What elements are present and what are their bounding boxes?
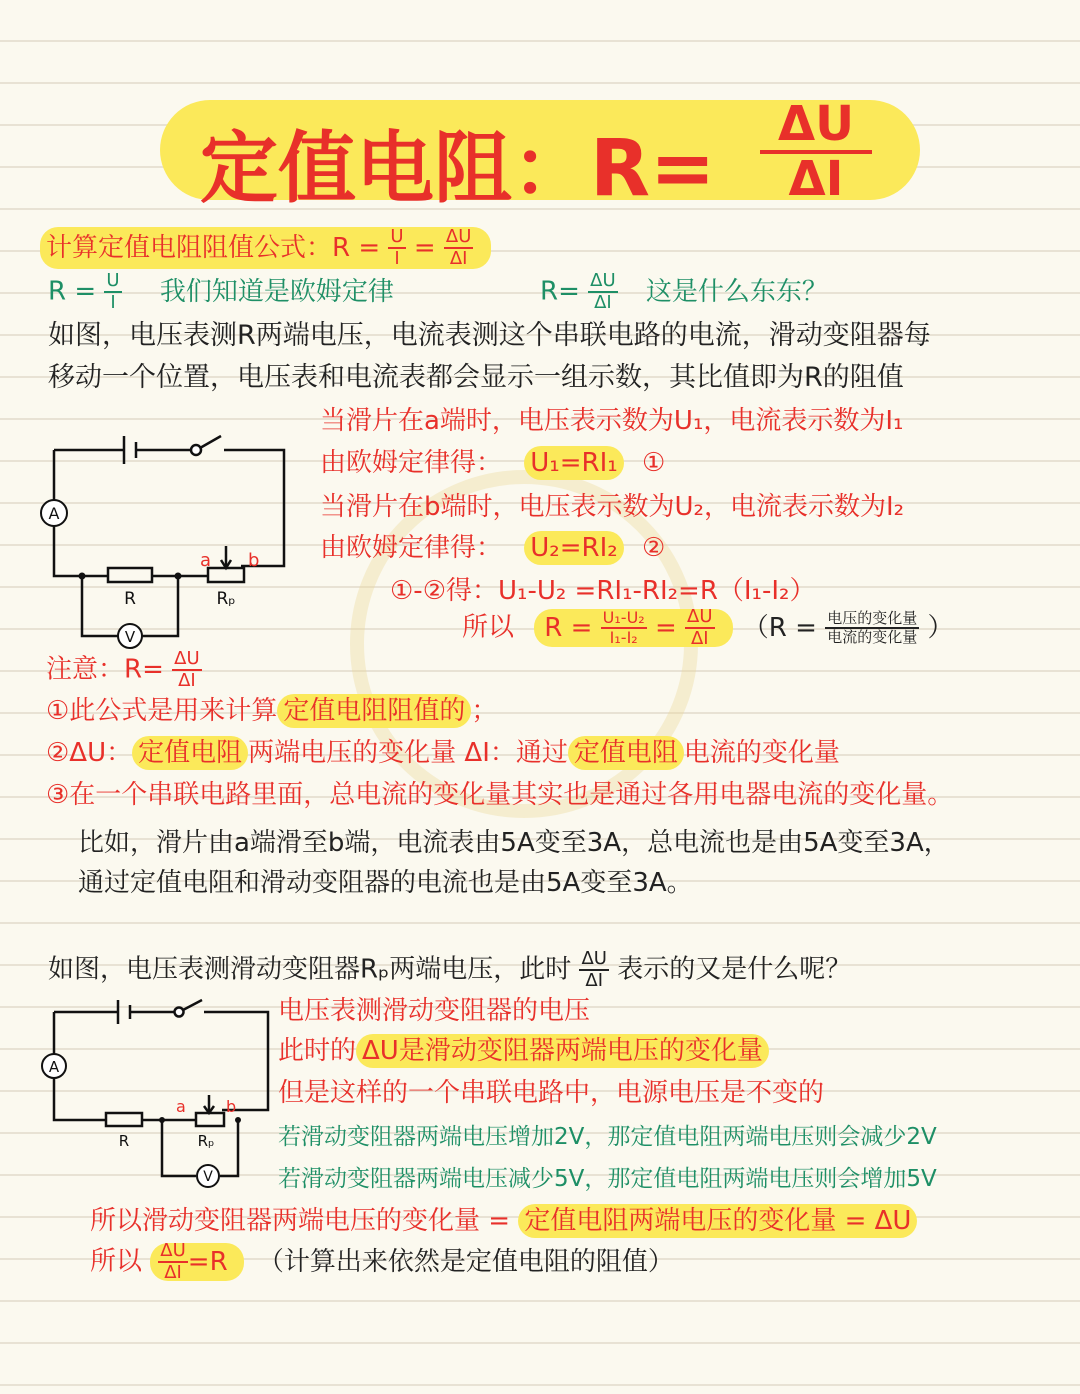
second-l1: 电压表测滑动变阻器的电压 — [278, 996, 591, 1026]
note-p1-a: ①此公式是用来计算 — [46, 696, 278, 726]
second-question-b: 表示的又是什么呢？ — [617, 954, 852, 985]
ohm-question: 这是什么东东？ — [645, 276, 828, 307]
circuit2-r-label: R — [118, 1132, 130, 1150]
formula-u: U — [390, 226, 404, 247]
example-line-1: 比如，滑片由a端滑至b端，电流表由5A变至3A，总电流也是由5A变至3A， — [78, 828, 950, 858]
circuit2-rp-label: Rₚ — [197, 1132, 215, 1150]
note-p3: ③在一个串联电路里面，总电流的变化量其实也是通过各用电器电流的变化量。 — [46, 780, 954, 810]
title-fraction — [760, 96, 872, 207]
circuit1-rp-label: Rₚ — [216, 589, 236, 609]
second-l2 — [278, 1038, 769, 1064]
ohm-di: ΔI — [594, 292, 612, 313]
note-p2 — [46, 740, 840, 766]
second-l3: 但是这样的一个串联电路中，电源电压是不变的 — [278, 1078, 825, 1108]
intro-line-2: 移动一个位置，电压表和电流表都会显示一组示数，其比值即为R的阻值 — [48, 362, 904, 393]
note-p1-hl: 定值电阻阻值的 — [277, 694, 471, 728]
ohm-r-eq2: R= — [540, 276, 580, 307]
note-di: ΔI — [178, 670, 196, 691]
so-eq: = — [654, 612, 677, 643]
paren-num: 电压的变化量 — [827, 609, 918, 627]
second-di: ΔI — [585, 970, 604, 991]
formula-text: 计算定值电阻阻值公式：R = — [46, 232, 381, 263]
page-title: 定值电阻：R= — [200, 124, 716, 214]
ohm2-label: 由欧姆定律得： — [320, 533, 503, 563]
circuit1-a-label: a — [200, 550, 212, 571]
second-l7-b: （计算出来依然是定值电阻的阻值） — [257, 1246, 674, 1277]
ohm2-line — [320, 535, 665, 561]
second-l2-a: 此时的 — [278, 1036, 357, 1066]
b-case: 当滑片在b端时，电压表示数为U₂，电流表示数为I₂ — [320, 492, 905, 522]
so-r: R = — [544, 612, 593, 643]
circuit-diagram-1 — [36, 428, 296, 658]
circuit2-voltmeter-label: V — [203, 1169, 213, 1185]
note-label-line — [46, 650, 202, 690]
so-label: 所以 — [462, 612, 515, 643]
ohm2-eq: U₂=RI₂ — [524, 531, 623, 565]
note-p2-b: 两端电压的变化量 ΔI：通过 — [248, 738, 568, 768]
circuit2-ammeter-label: A — [48, 1058, 60, 1076]
paren-close: ） — [927, 612, 954, 643]
note-p2-c: 电流的变化量 — [683, 738, 840, 768]
circuit1-ammeter-label: A — [48, 504, 60, 523]
second-l4: 若滑动变阻器两端电压增加2V，那定值电阻两端电压则会减少2V — [278, 1124, 937, 1150]
circuit1-b-label: b — [248, 550, 260, 571]
second-l5: 若滑动变阻器两端电压减少5V，那定值电阻两端电压则会增加5V — [278, 1166, 937, 1192]
note-p1 — [46, 698, 497, 724]
so-line — [462, 608, 953, 648]
second-question — [48, 950, 851, 990]
formula-di: ΔI — [449, 248, 468, 269]
paren-open: （R = — [742, 612, 817, 643]
note-p1-b: ； — [471, 696, 498, 726]
paren-den: 电流的变化量 — [827, 628, 918, 646]
so-di: ΔI — [690, 628, 709, 649]
second-l7-di: ΔI — [164, 1262, 182, 1283]
note-p2-hl2: 定值电阻 — [568, 736, 684, 770]
ohm-line — [48, 272, 394, 312]
note-label: 注意：R= — [46, 654, 164, 685]
note-p2-hl1: 定值电阻 — [132, 736, 248, 770]
so-den: I₁-I₂ — [609, 628, 638, 647]
second-l7-r: =R — [187, 1246, 228, 1277]
ohm1-line — [320, 450, 665, 476]
second-du: ΔU — [581, 948, 607, 969]
circuit2-b-label: b — [226, 1097, 237, 1116]
ohm-i: I — [110, 292, 116, 313]
circuit1-r-label: R — [124, 589, 136, 609]
title-fraction-denominator: ΔI — [788, 151, 844, 207]
note-du: ΔU — [174, 648, 200, 669]
second-l6 — [90, 1208, 917, 1234]
ohm1-eq: U₁=RI₁ — [524, 446, 623, 480]
so-num: U₁-U₂ — [602, 608, 645, 627]
ohm-question-line — [540, 272, 828, 312]
ohm-u: U — [106, 270, 120, 291]
so-du: ΔU — [687, 606, 713, 627]
intro-line-1: 如图，电压表测R两端电压，电流表测这个串联电路的电流，滑动变阻器每 — [48, 320, 931, 351]
formula-i: I — [394, 248, 400, 269]
ohm-du: ΔU — [590, 270, 616, 291]
circuit2-a-label: a — [176, 1097, 186, 1116]
second-l7-a: 所以 — [90, 1246, 143, 1277]
second-l6-hl: 定值电阻两端电压的变化量 = ΔU — [518, 1204, 917, 1238]
title-fraction-numerator: ΔU — [760, 100, 872, 154]
ohm-desc: 我们知道是欧姆定律 — [159, 276, 394, 307]
a-case: 当滑片在a端时，电压表示数为U₁，电流表示数为I₁ — [320, 406, 904, 436]
second-l7 — [90, 1242, 674, 1282]
second-l6-a: 所以滑动变阻器两端电压的变化量 = — [90, 1206, 511, 1236]
note-p2-a: ②ΔU： — [46, 738, 133, 768]
ohm1-label: 由欧姆定律得： — [320, 448, 503, 478]
ohm-r-eq: R = — [48, 276, 97, 307]
second-l7-du: ΔU — [160, 1240, 186, 1261]
circuit-diagram-2 — [36, 990, 276, 1190]
formula-line — [40, 228, 491, 268]
example-line-2: 通过定值电阻和滑动变阻器的电流也是由5A变至3A。 — [78, 868, 693, 898]
formula-eq: = — [413, 232, 436, 263]
ohm1-num: ① — [641, 448, 666, 478]
circuit1-voltmeter-label: V — [124, 628, 136, 646]
second-question-a: 如图，电压表测滑动变阻器Rₚ两端电压，此时 — [48, 954, 572, 985]
subtract-line: ①-②得：U₁-U₂ =RI₁-RI₂=R（I₁-I₂） — [390, 576, 816, 606]
formula-du: ΔU — [445, 226, 472, 247]
second-l2-hl: ΔU是滑动变阻器两端电压的变化量 — [356, 1034, 769, 1068]
ohm2-num: ② — [641, 533, 666, 563]
